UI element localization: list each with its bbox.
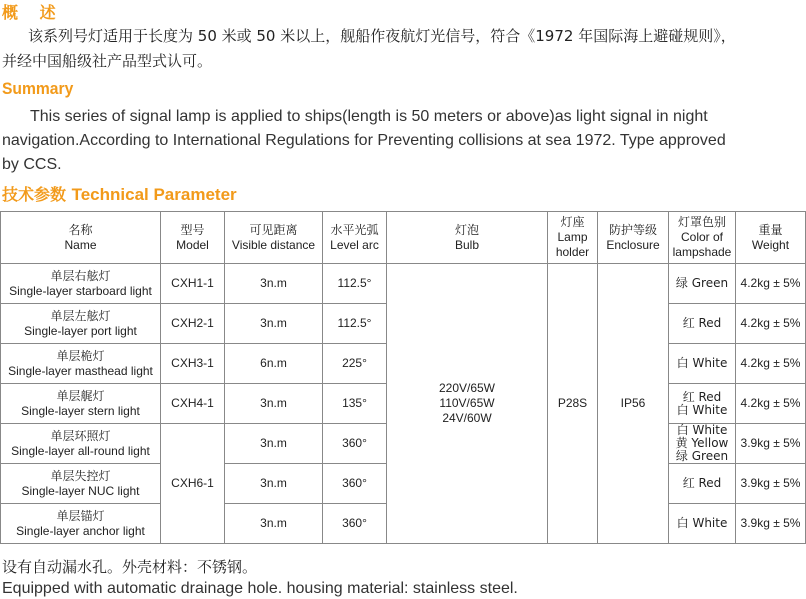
technical-heading-en: Technical Parameter: [71, 185, 237, 204]
table-header-row: [1, 212, 806, 264]
row-arc: 112.5°: [323, 304, 387, 344]
parameter-table: [0, 211, 806, 544]
row-distance: 3n.m: [225, 304, 323, 344]
header-name: 名称 Name: [1, 212, 161, 264]
header-bulb: 灯泡 Bulb: [387, 212, 548, 264]
row-arc: 360°: [323, 424, 387, 464]
row-color: 白 White 黄 Yellow 绿 Green: [669, 424, 736, 464]
row-model: CXH1-1: [161, 264, 225, 304]
row-color: 红 Red: [669, 304, 736, 344]
row-weight: 3.9kg ± 5%: [736, 504, 806, 544]
row-weight: 4.2kg ± 5%: [736, 344, 806, 384]
bulb-cell: [387, 264, 548, 544]
table-row: [1, 264, 806, 304]
row-model: CXH4-1: [161, 384, 225, 424]
row-arc: 225°: [323, 344, 387, 384]
note-en: Equipped with automatic drainage hole. housing material: stainless steel.: [2, 580, 518, 597]
row-distance: 3n.m: [225, 384, 323, 424]
row-weight: 4.2kg ± 5%: [736, 304, 806, 344]
overview-text: 该系列号灯适用于长度为 50 米或 50 米以上，舰船作夜航灯光信号，符合《1972 年国际海上避碰规则》，并经中国船级社产品型式认可。: [2, 27, 736, 70]
header-color: 灯罩色别 Color of lampshade: [669, 212, 736, 264]
row-arc: 112.5°: [323, 264, 387, 304]
header-enclosure: 防护等级 Enclosure: [598, 212, 669, 264]
summary-heading: Summary: [2, 79, 74, 98]
technical-parameter-heading: [2, 182, 237, 205]
row-name: 单层桅灯 Single-layer masthead light: [1, 344, 161, 384]
row-distance: 3n.m: [225, 424, 323, 464]
row-model: CXH3-1: [161, 344, 225, 384]
row-name: 单层右舷灯 Single-layer starboard light: [1, 264, 161, 304]
header-distance: 可见距离 Visible distance: [225, 212, 323, 264]
header-arc: 水平光弧 Level arc: [323, 212, 387, 264]
bulb-value: 24V/60W: [442, 411, 492, 425]
header-model: 型号 Model: [161, 212, 225, 264]
header-weight: 重量 Weight: [736, 212, 806, 264]
row-name: 单层艉灯 Single-layer stern light: [1, 384, 161, 424]
row-weight: 3.9kg ± 5%: [736, 464, 806, 504]
row-color: 白 White: [669, 504, 736, 544]
row-color: 红 Red 白 White: [669, 384, 736, 424]
note-cn: 设有自动漏水孔。外壳材料：不锈钢。: [2, 558, 258, 576]
row-color: 白 White: [669, 344, 736, 384]
row-name: 单层环照灯 Single-layer all-round light: [1, 424, 161, 464]
bulb-value: 110V/65W: [439, 396, 495, 410]
row-distance: 3n.m: [225, 264, 323, 304]
row-name: 单层锚灯 Single-layer anchor light: [1, 504, 161, 544]
row-name: 单层左舷灯 Single-layer port light: [1, 304, 161, 344]
summary-text: This series of signal lamp is applied to ships(length is 50 meters or above)as light signal in night navigation.According to International Regulations for Preventing collisions at sea 1972. Type approved by CCS.: [2, 108, 726, 173]
row-name: 单层失控灯 Single-layer NUC light: [1, 464, 161, 504]
header-holder: 灯座 Lamp holder: [548, 212, 598, 264]
row-weight: 4.2kg ± 5%: [736, 384, 806, 424]
row-color: 红 Red: [669, 464, 736, 504]
overview-heading: 概 述: [2, 3, 64, 22]
row-model: CXH6-1: [161, 424, 225, 544]
row-weight: 4.2kg ± 5%: [736, 264, 806, 304]
technical-heading-cn: 技术参数: [2, 185, 67, 204]
row-arc: 135°: [323, 384, 387, 424]
row-distance: 6n.m: [225, 344, 323, 384]
row-model: CXH2-1: [161, 304, 225, 344]
row-arc: 360°: [323, 464, 387, 504]
row-distance: 3n.m: [225, 464, 323, 504]
row-weight: 3.9kg ± 5%: [736, 424, 806, 464]
row-arc: 360°: [323, 504, 387, 544]
bulb-value: 220V/65W: [438, 381, 496, 395]
enclosure-cell: IP56: [598, 264, 669, 544]
holder-cell: P28S: [548, 264, 598, 544]
row-distance: 3n.m: [225, 504, 323, 544]
row-color: 绿 Green: [669, 264, 736, 304]
